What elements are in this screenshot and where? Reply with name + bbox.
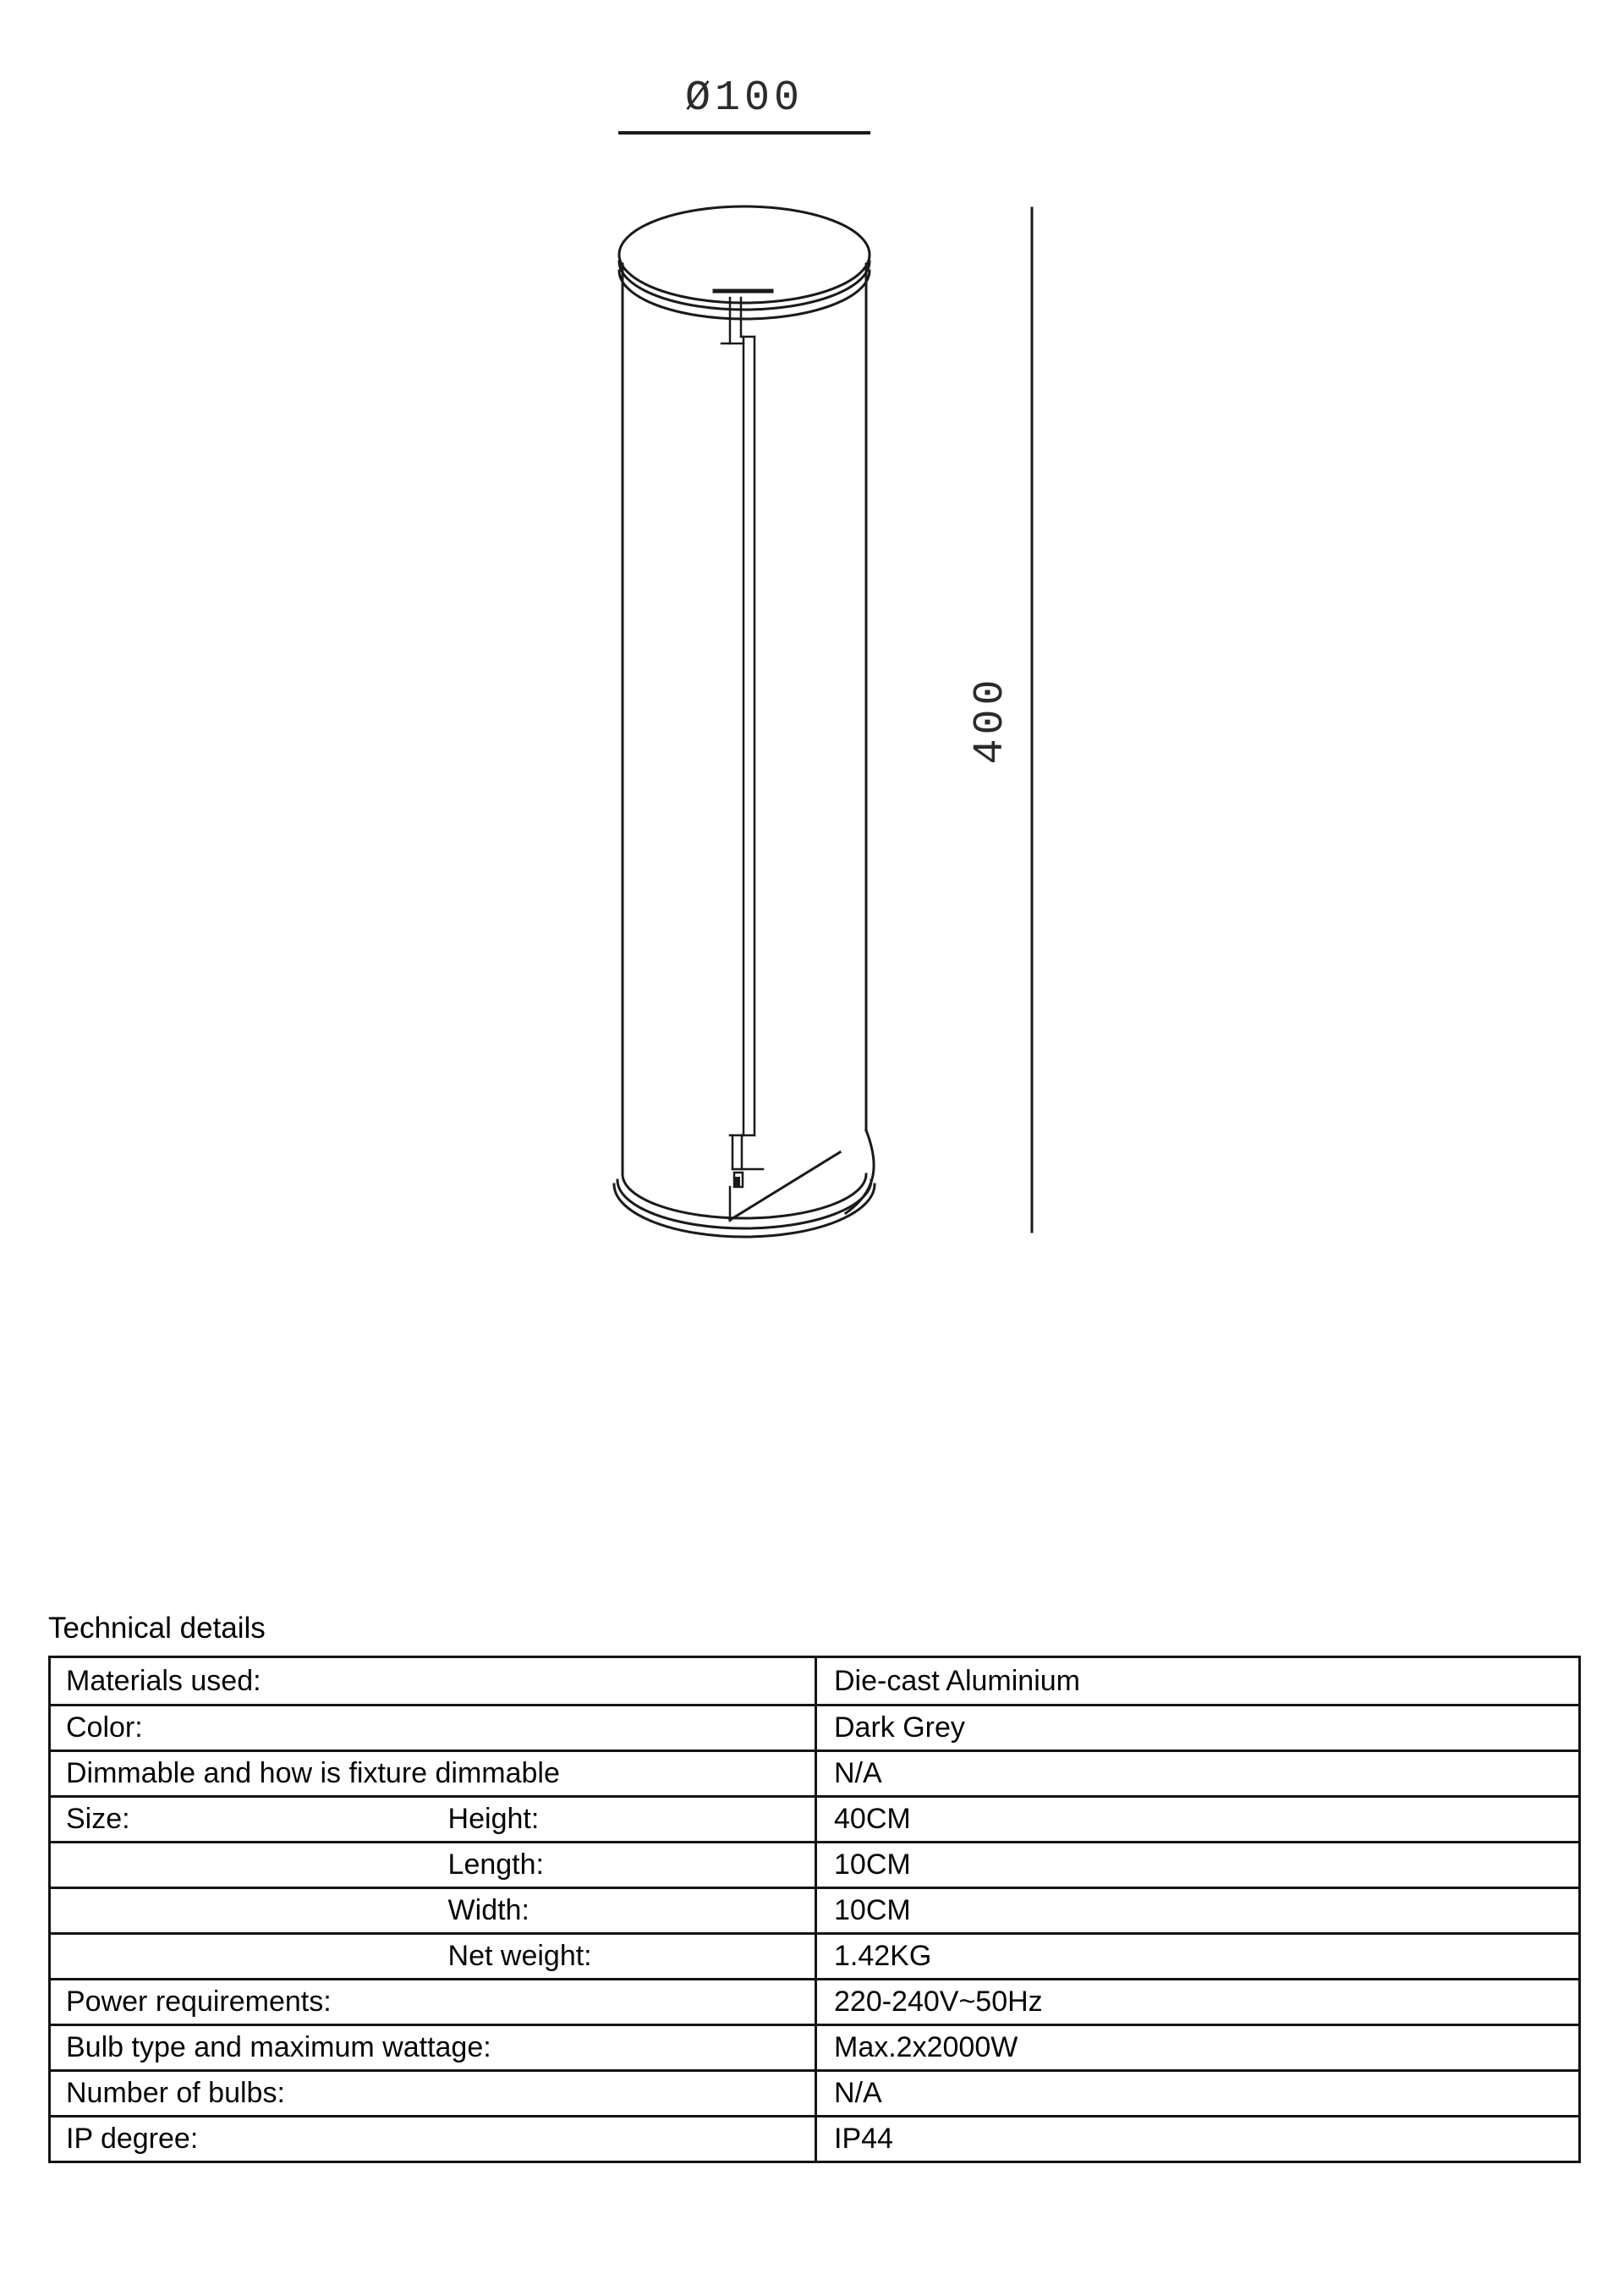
table-row xyxy=(51,2115,1578,2161)
spec-label: Color: xyxy=(66,1711,143,1744)
spec-value: N/A xyxy=(834,2077,882,2109)
spec-label-cell xyxy=(51,1980,815,2024)
spec-value: 1.42KG xyxy=(834,1940,932,1972)
spec-label: Materials used: xyxy=(66,1664,261,1697)
spec-value: Dark Grey xyxy=(834,1711,965,1744)
spec-sublabel: Width: xyxy=(447,1894,529,1926)
spec-value: 10CM xyxy=(834,1894,911,1926)
spec-label: Number of bulbs: xyxy=(66,2077,285,2109)
spec-label-cell xyxy=(51,2117,815,2161)
table-row xyxy=(51,1658,1578,1704)
spec-value-cell xyxy=(815,1706,1578,1749)
spec-value-cell xyxy=(815,1798,1578,1841)
table-row xyxy=(51,1887,1578,1932)
spec-sublabel: Net weight: xyxy=(447,1940,592,1972)
diameter-dimension-label: Ø100 xyxy=(684,74,804,123)
spec-value: Die-cast Aluminium xyxy=(834,1664,1080,1697)
height-dimension-label: 400 xyxy=(967,675,1015,765)
table-row xyxy=(51,2024,1578,2069)
spec-label-cell xyxy=(51,1798,815,1841)
spec-value: IP44 xyxy=(834,2123,893,2155)
spec-value-cell xyxy=(815,1935,1578,1978)
spec-label: IP degree: xyxy=(66,2123,199,2155)
table-row xyxy=(51,2069,1578,2115)
table-row xyxy=(51,1704,1578,1749)
spec-value-cell xyxy=(815,2117,1578,2161)
table-row xyxy=(51,1932,1578,1978)
spec-value-cell xyxy=(815,1980,1578,2024)
table-heading: Technical details xyxy=(48,1612,266,1645)
spec-label: Dimmable and how is fixture dimmable xyxy=(66,1757,560,1789)
spec-label: Power requirements: xyxy=(66,1986,332,2018)
spec-value: Max.2x2000W xyxy=(834,2031,1018,2063)
spec-label-cell xyxy=(51,1843,815,1887)
spec-label: Size: xyxy=(66,1803,130,1835)
spec-value-cell xyxy=(815,2072,1578,2115)
spec-label-cell xyxy=(51,2072,815,2115)
spec-value-cell xyxy=(815,1752,1578,1795)
spec-sublabel: Length: xyxy=(447,1848,544,1881)
spec-value-cell xyxy=(815,1889,1578,1932)
technical-details-table xyxy=(48,1656,1581,2163)
table-row xyxy=(51,1841,1578,1887)
spec-value-cell xyxy=(815,1658,1578,1704)
spec-value: 40CM xyxy=(834,1803,911,1835)
spec-value: 220-240V~50Hz xyxy=(834,1986,1043,2018)
spec-sublabel: Height: xyxy=(447,1803,540,1835)
spec-label-cell xyxy=(51,1935,815,1978)
spec-value: 10CM xyxy=(834,1848,911,1881)
spec-label: Bulb type and maximum wattage: xyxy=(66,2031,491,2063)
table-row xyxy=(51,1978,1578,2024)
spec-value: N/A xyxy=(834,1757,882,1789)
seam-slot-detail xyxy=(721,298,763,1221)
spec-label-cell xyxy=(51,1706,815,1749)
spec-label-cell xyxy=(51,1889,815,1932)
spec-label-cell xyxy=(51,1752,815,1795)
table-row xyxy=(51,1795,1578,1841)
spec-value-cell xyxy=(815,2026,1578,2069)
spec-label-cell xyxy=(51,1658,815,1704)
table-row xyxy=(51,1749,1578,1795)
spec-value-cell xyxy=(815,1843,1578,1887)
spec-label-cell xyxy=(51,2026,815,2069)
